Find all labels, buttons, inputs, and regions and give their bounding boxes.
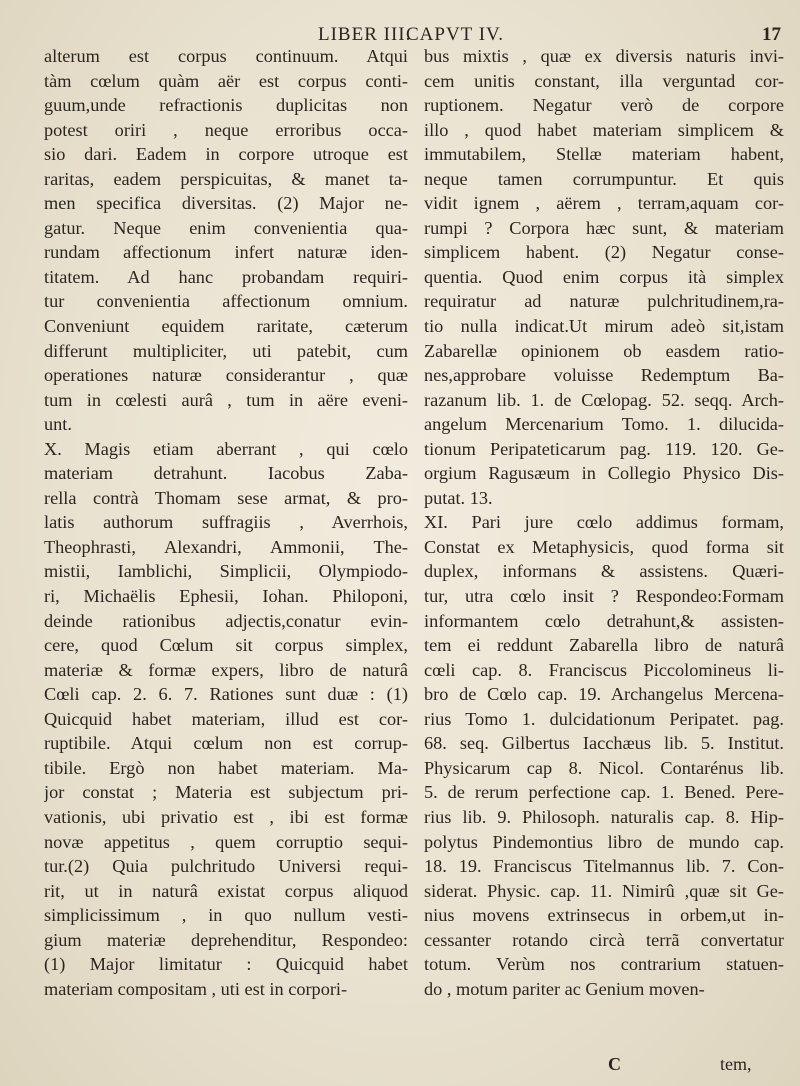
text-line: tem ei reddunt Zabarella libro de naturâ xyxy=(424,635,784,656)
text-line: totum. Verùm nos contrarium statuen- xyxy=(424,954,784,975)
text-line: Cœli cap. 2. 6. 7. Rationes sunt duæ : (1) xyxy=(44,684,408,705)
text-line: tio nulla indicat.Ut mirum adeò sit,istam xyxy=(424,316,784,337)
text-line: gium materiæ deprehenditur, Respondeo: xyxy=(44,929,408,950)
text-line: alterum est corpus continuum. Atqui xyxy=(44,46,408,66)
text-line: ruptibile. Atqui cœlum non est corrup- xyxy=(44,733,408,754)
text-line: duplex, informans & assistens. Quæri- xyxy=(424,561,784,582)
text-line: putat. 13. xyxy=(424,487,493,508)
text-line: X. Magis etiam aberrant , qui cœlo xyxy=(44,438,408,459)
text-line: angelum Mercenarium Tomo. 1. dilucida- xyxy=(424,414,784,435)
left-text-column xyxy=(44,44,408,1001)
text-line: tionum Peripateticarum pag. 119. 120. Ge- xyxy=(424,438,784,459)
text-line: immutabilem, Stellæ materiam habent, xyxy=(424,144,784,165)
text-line: ri, Michaëlis Ephesii, Iohan. Philoponi, xyxy=(44,586,408,607)
text-line: tur, utra cœlo insit ? Respondeo:Formam xyxy=(424,586,784,607)
text-line: cessanter rotando circà terrã convertatur xyxy=(424,929,784,950)
text-line: Constat ex Metaphysicis, quod forma sit xyxy=(424,536,784,557)
text-line: deinde rationibus adjectis,conatur evin- xyxy=(44,610,408,631)
text-line: rius lib. 9. Philosoph. naturalis cap. 8. Hip- xyxy=(424,806,784,827)
text-line: neque tamen corrumpuntur. Et quis xyxy=(424,168,784,189)
text-line: titatem. Ad hanc probandam requiri- xyxy=(44,266,408,287)
text-line: tàm cœlum quàm aër est corpus conti- xyxy=(44,70,408,91)
text-line: requiratur ad naturæ pulchritudinem,ra- xyxy=(424,291,784,312)
text-line: cœli cap. 8. Franciscus Piccolomineus li- xyxy=(424,659,784,680)
page-number: 17 xyxy=(762,24,781,45)
text-line: men specifica diversitas. (2) Major ne- xyxy=(44,193,408,214)
text-line: tur convenientia affectionum omnium. xyxy=(44,291,408,312)
text-line: Physicarum cap 8. Nicol. Contarénus lib. xyxy=(424,757,784,778)
text-line: siderat. Physic. cap. 11. Nimirû ,quæ sit Ge- xyxy=(424,880,784,901)
text-line: XI. Pari jure cœlo addimus formam, xyxy=(424,512,784,533)
text-line: unt. xyxy=(44,414,72,435)
text-line: rumpi ? Corpora hæc sunt, & materiam xyxy=(424,217,784,238)
text-line: latis authorum suffragiis , Averrhois, xyxy=(44,512,408,533)
text-line: vidit ignem , aërem , terram,aquam cor- xyxy=(424,193,784,214)
text-line: rundam affectionum infert naturæ iden- xyxy=(44,242,408,263)
text-line: potest oriri , neque erroribus occa- xyxy=(44,119,408,140)
right-text-column xyxy=(424,44,784,1001)
text-line: quentia. Quod enim corpus ità simplex xyxy=(424,266,784,287)
running-title-chapter: CAPVT IV. xyxy=(406,24,505,45)
text-line: rella contrà Thomam sese armat, & pro- xyxy=(44,487,408,508)
text-line: sio dari. Eadem in corpore utroque est xyxy=(44,144,408,165)
text-line: 68. seq. Gilbertus Iacchæus lib. 5. Institut. xyxy=(424,733,784,754)
text-line: materiam detrahunt. Iacobus Zaba- xyxy=(44,463,408,484)
text-line: tibile. Ergò non habet materiam. Ma- xyxy=(44,757,408,778)
text-line: nes,approbare voluisse Redemptum Ba- xyxy=(424,365,784,386)
text-line: cere, quod Cœlum sit corpus simplex, xyxy=(44,635,408,656)
text-line: razanum lib. 1. de Cœlopag. 52. seqq. Arch- xyxy=(424,389,784,410)
text-line: 18. 19. Franciscus Titelmannus lib. 7. Con- xyxy=(424,856,784,877)
text-line: Zabarellæ opinionem ob easdem ratio- xyxy=(424,340,784,361)
text-line: differunt multipliciter, uti patebit, cum xyxy=(44,340,408,361)
text-line: Quicquid habet materiam, illud est cor- xyxy=(44,708,408,729)
catchword: tem, xyxy=(720,1054,752,1074)
signature-mark: C xyxy=(608,1054,621,1074)
text-line: informantem cœlo detrahunt,& assisten- xyxy=(424,610,784,631)
text-line: do , motum pariter ac Genium moven- xyxy=(424,978,705,999)
text-line: cem unitis constant, illa verguntad cor- xyxy=(424,70,784,91)
text-line: operationes naturæ considerantur , quæ xyxy=(44,365,408,386)
text-line: simplicem habent. (2) Negatur conse- xyxy=(424,242,784,263)
text-line: nius movens extrinsecus in orbem,ut in- xyxy=(424,905,784,926)
text-line: materiam compositam , uti est in corpori- xyxy=(44,978,348,999)
text-line: 5. de rerum perfectione cap. 1. Bened. Pere- xyxy=(424,782,784,803)
text-line: materiæ & formæ expers, libro de naturâ xyxy=(44,659,408,680)
text-line: rit, ut in naturâ existat corpus aliquod xyxy=(44,880,408,901)
text-line: tur.(2) Quia pulchritudo Universi requi- xyxy=(44,856,408,877)
text-line: Theophrasti, Alexandri, Ammonii, The- xyxy=(44,536,408,557)
running-title-book: LIBER III. xyxy=(318,24,412,45)
text-line: ruptionem. Negatur verò de corpore xyxy=(424,95,784,116)
text-line: tum in cœlesti aurâ , tum in aëre eveni- xyxy=(44,389,408,410)
text-line: Conveniunt equidem raritate, cæterum xyxy=(44,316,408,337)
text-line: bro de Cœlo cap. 19. Archangelus Mercena- xyxy=(424,684,784,705)
text-line: (1) Major limitatur : Quicquid habet xyxy=(44,954,408,975)
catchline xyxy=(560,1052,780,1076)
text-line: polytus Pindemontius libro de mundo cap. xyxy=(424,831,784,852)
text-line: guum,unde refractionis duplicitas non xyxy=(44,95,408,116)
text-line: rius Tomo 1. dulcidationum Peripatet. pag. xyxy=(424,708,784,729)
text-line: gatur. Neque enim convenientia qua- xyxy=(44,217,408,238)
text-line: bus mixtis , quæ ex diversis naturis invi- xyxy=(424,46,784,66)
text-line: novæ appetitus , quem corruptio sequi- xyxy=(44,831,408,852)
text-line: raritas, eadem perspicuitas, & manet ta- xyxy=(44,168,408,189)
text-line: illo , quod habet materiam simplicem & xyxy=(424,119,784,140)
text-line: mistii, Iamblichi, Simplicii, Olympiodo- xyxy=(44,561,408,582)
text-line: orgium Ragusæum in Collegio Physico Dis- xyxy=(424,463,784,484)
text-line: vationis, ubi privatio est , ibi est formæ xyxy=(44,806,408,827)
text-line: simplicissimum , in quo nullum vesti- xyxy=(44,905,408,926)
text-line: jor constat ; Materia est subjectum pri- xyxy=(44,782,408,803)
